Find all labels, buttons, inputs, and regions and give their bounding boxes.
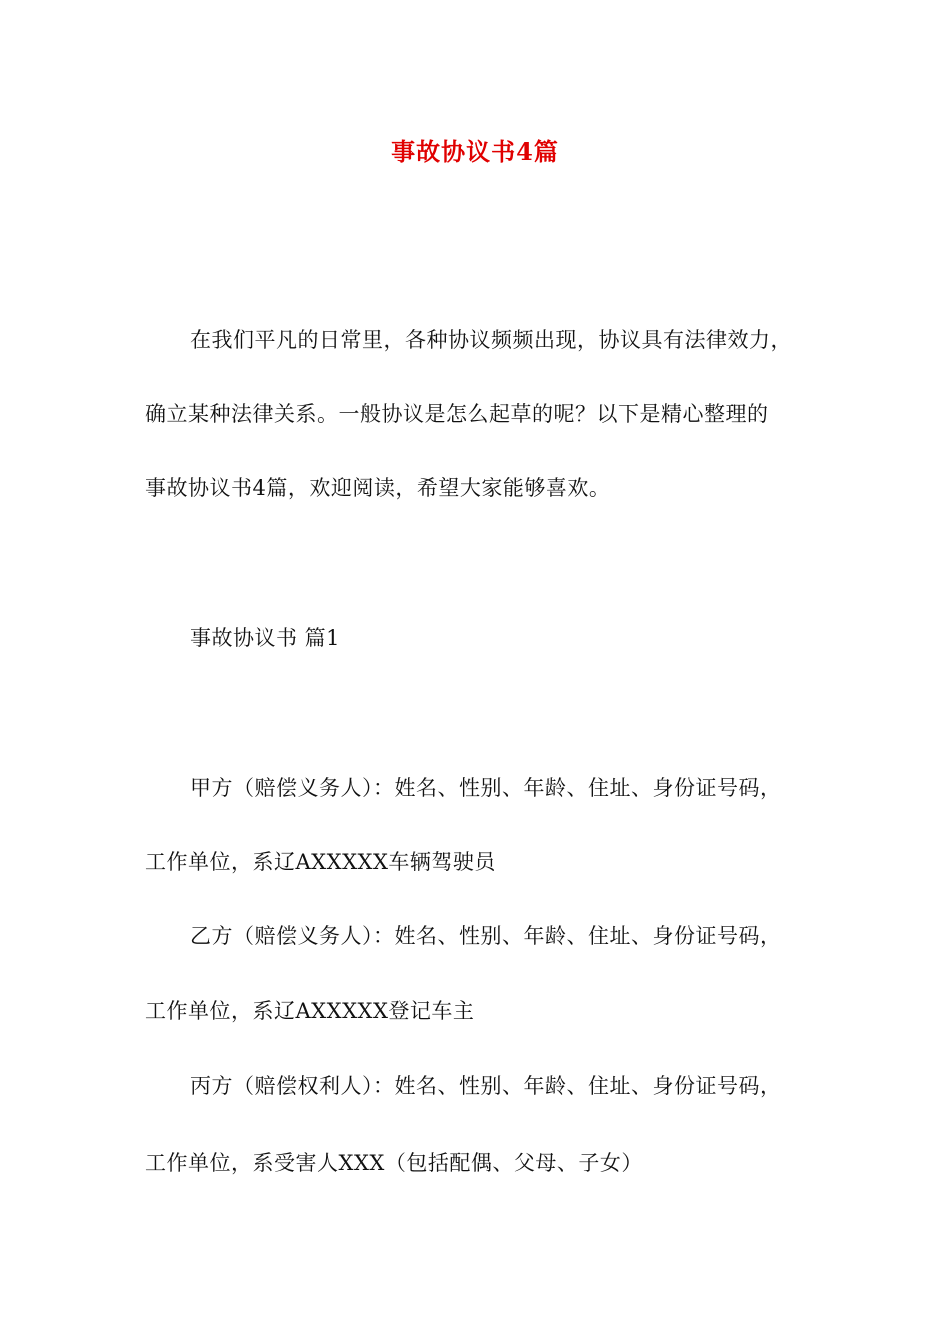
party-bing-line-2: 工作单位，系受害人XXX（包括配偶、父母、子女） bbox=[145, 1151, 643, 1175]
party-yi-line-1: 乙方（赔偿义务人）：姓名、性别、年龄、住址、身份证号码， bbox=[190, 924, 782, 948]
intro-line-2: 确立某种法律关系。一般协议是怎么起草的呢？以下是精心整理的 bbox=[145, 402, 769, 426]
party-bing-line-1: 丙方（赔偿权利人）：姓名、性别、年龄、住址、身份证号码， bbox=[190, 1074, 782, 1098]
document-title: 事故协议书4篇 bbox=[391, 137, 559, 166]
section-heading: 事故协议书 篇1 bbox=[190, 626, 341, 650]
party-jia-line-2: 工作单位，系辽AXXXXX车辆驾驶员 bbox=[145, 850, 496, 874]
intro-line-3: 事故协议书4篇，欢迎阅读，希望大家能够喜欢。 bbox=[145, 476, 611, 500]
intro-line-1: 在我们平凡的日常里，各种协议频频出现，协议具有法律效力， bbox=[190, 328, 792, 352]
party-yi-line-2: 工作单位，系辽AXXXXX登记车主 bbox=[145, 999, 475, 1023]
party-jia-line-1: 甲方（赔偿义务人）：姓名、性别、年龄、住址、身份证号码， bbox=[190, 776, 782, 800]
